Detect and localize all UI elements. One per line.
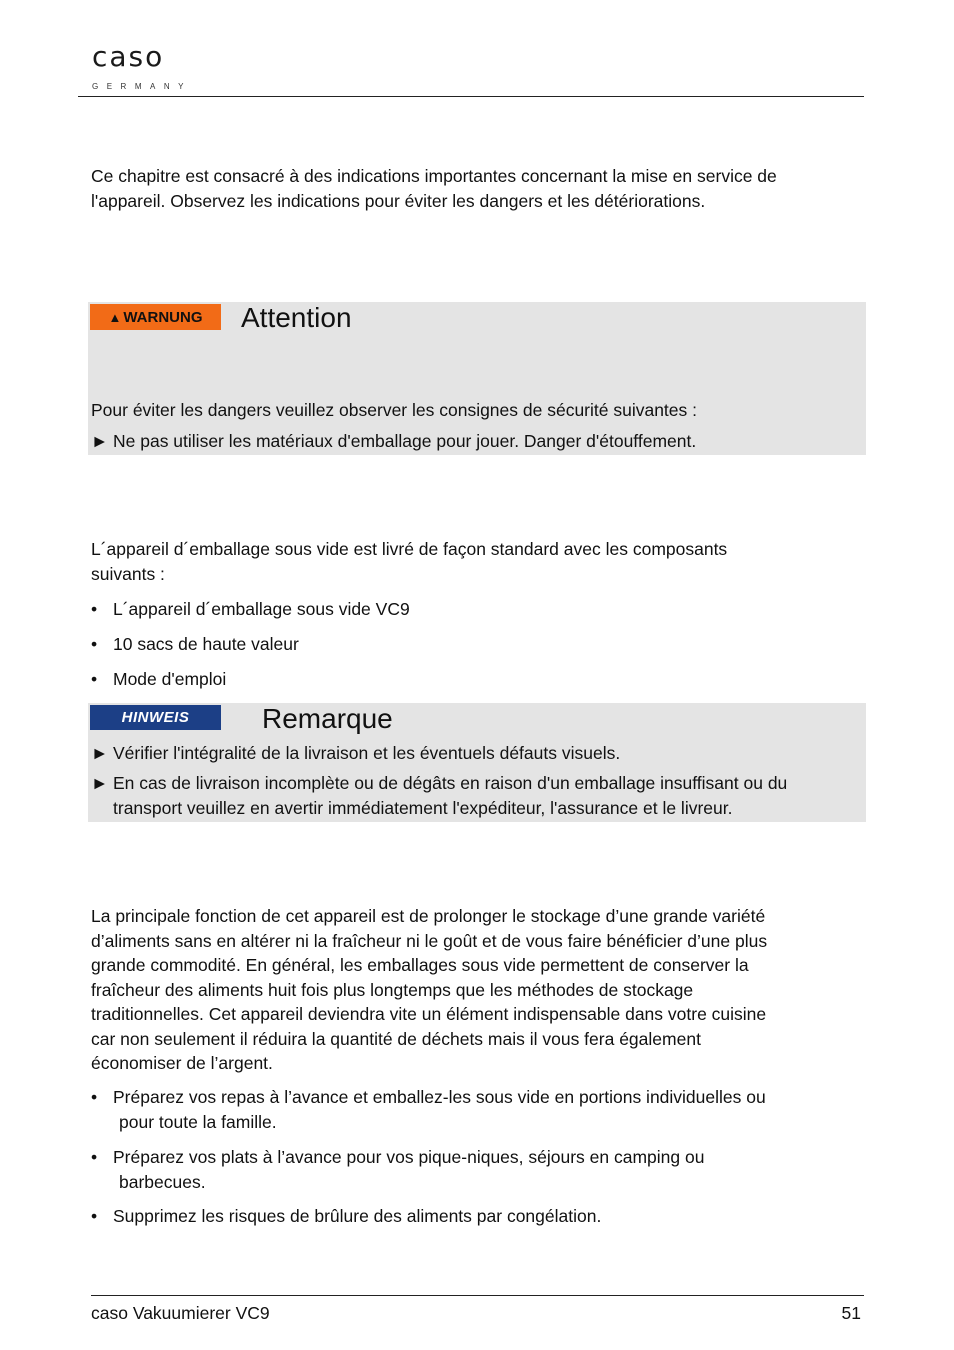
footer-title: caso Vakuumierer VC9 (91, 1303, 270, 1323)
function-paragraph: La principale fonction de cet appareil est de prolonger le stockage d’une grande variété d’aliments sans en altérer ni la fraîcheur ni le goût et de vous faire bénéficier d’une plus grande commodité. En général, les emballages sous vide permettent de conserver la fraîcheur des aliments huit fois plus longtemps que les méthodes de stockage traditionnelles. Cet appareil deviendra vite un élément indispensable dans votre cuisine car non seulement il réduira la quantité de déchets mais il vous fera également économiser de l’argent. (91, 906, 768, 1073)
list-item: • Mode d'emploi (91, 667, 861, 692)
warning-item (91, 429, 861, 454)
caso-logo (78, 32, 206, 104)
logo-text: caso (92, 40, 165, 73)
bullet-icon: • (91, 1147, 98, 1167)
intro-line-1: Ce chapitre est consacré à des indications importantes concernant la mise en service de (91, 166, 777, 186)
bullet-icon: • (91, 634, 98, 654)
warning-item-text: Ne pas utiliser les matériaux d'emballage pour jouer. Danger d'étouffement. (113, 431, 697, 451)
delivery-line-1: L´appareil d´emballage sous vide est livré de façon standard avec les composants (91, 539, 728, 559)
note-title: Remarque (262, 703, 393, 734)
arrow-right-icon: ► (91, 431, 109, 451)
warning-badge (90, 304, 221, 330)
bullet-icon: • (91, 669, 98, 689)
list-item: • L´appareil d´emballage sous vide VC9 (91, 597, 861, 622)
note-item: ► Vérifier l'intégralité de la livraison et les éventuels défauts visuels. (91, 741, 861, 766)
bullet-icon: • (91, 599, 98, 619)
list-item: • Préparez vos plats à l’avance pour vos pique-niques, séjours en camping ou barbecues. (91, 1145, 861, 1194)
bullet-icon: • (91, 1206, 98, 1226)
list-item: • 10 sacs de haute valeur (91, 632, 861, 657)
delivery-paragraph (91, 537, 861, 586)
header-rule (78, 96, 864, 97)
list-item: • Supprimez les risques de brûlure des aliments par congélation. (91, 1204, 861, 1229)
list-item: • Préparez vos repas à l’avance et emballez-les sous vide en portions individuelles ou pour toute la famille. (91, 1085, 861, 1134)
logo-subtitle: GERMANY (92, 82, 192, 91)
footer-rule (91, 1295, 864, 1296)
delivery-line-2: suivants : (91, 563, 165, 584)
note-badge: HINWEIS (90, 705, 221, 730)
intro-paragraph (91, 164, 861, 213)
arrow-right-icon: ► (91, 743, 109, 763)
warning-triangle-icon: ▲ (108, 309, 122, 325)
warning-title: Attention (241, 302, 352, 333)
warning-text: Pour éviter les dangers veuillez observer les consignes de sécurité suivantes : (91, 400, 698, 420)
note-item: ► En cas de livraison incomplète ou de dégâts en raison d'un emballage insuffisant ou du transport veuillez en avertir immédiatement l'expéditeur, l'assurance et le livreur. (91, 771, 861, 820)
warning-badge-label: WARNUNG (123, 308, 203, 326)
arrow-right-icon: ► (91, 773, 109, 793)
bullet-icon: • (91, 1087, 98, 1107)
intro-line-2: l'appareil. Observez les indications pour éviter les dangers et les détériorations. (91, 190, 706, 211)
page-number: 51 (841, 1303, 861, 1323)
